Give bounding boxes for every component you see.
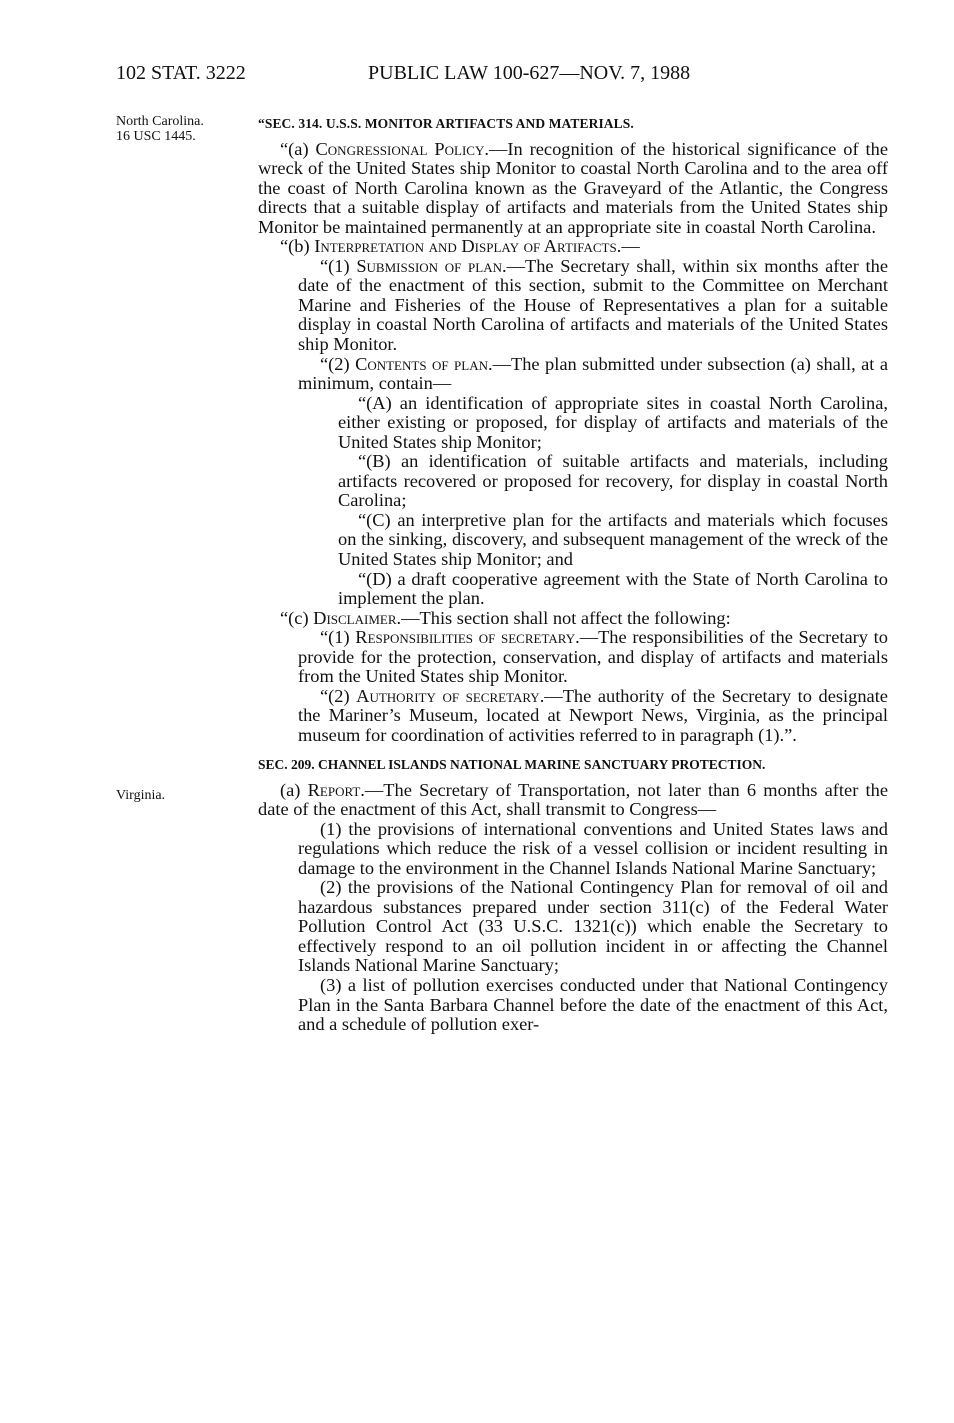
sec-209-paragraph-3: (3) a list of pollution exercises conducted under that National Contingency Plan in the Santa Barbara Channel before the date of the enactment of this Act, and a schedule of pollution exer-: [298, 974, 888, 1035]
sec-314-paragraph-c1: “(1) Responsibilities of secretary.—The responsibilities of the Secretary to provide for the protection, conservation, and display of artifacts and materials from the United States ship Monitor.: [298, 627, 888, 687]
sec-314-item-D: “(D) a draft cooperative agreement with the State of North Carolina to implement the plan.: [338, 568, 888, 609]
subsection-b-title: Interpretation and Display of Artifacts.: [314, 236, 622, 257]
sec-314-item-B: “(B) an identification of suitable artifacts and materials, including artifacts recovered or proposed for recovery, for display in coastal North Carolina;: [338, 451, 888, 511]
sec-314-subsection-c: “(c) Disclaimer.—This section shall not affect the following:: [280, 607, 731, 628]
sec-314-item-A: “(A) an identification of appropriate sites in coastal North Carolina, either existing or proposed, for display of artifacts and materials of the United States ship Monitor;: [338, 392, 888, 452]
sec-314-paragraph-c2: “(2) Authority of secretary.—The authority of the Secretary to designate the Mariner’s Museum, located at Newport News, Virginia, as the principal museum for coordination of activities referred to in paragraph (1).”.: [298, 685, 888, 745]
subsection-a-title: Congressional Policy.: [315, 138, 489, 159]
sec-314-heading: “SEC. 314. U.S.S. MONITOR ARTIFACTS AND MATERIALS.: [258, 116, 634, 131]
sec-314-paragraph-b2: “(2) Contents of plan.—The plan submitted under subsection (a) shall, at a minimum, contain—: [298, 353, 888, 394]
sec-209-paragraph-2: (2) the provisions of the National Contingency Plan for removal of oil and hazardous substances prepared under section 311(c) of the Federal Water Pollution Control Act (33 U.S.C. 1321(c)) which enable the Secretary to effectively respond to an oil pollution incident in or affecting the Channel Islands National Marine Sanctuary;: [298, 877, 888, 976]
sec-209-subsection-a: (a) Report.—The Secretary of Transportation, not later than 6 months after the date of the enactment of this Act, shall transmit to Congress—: [258, 779, 889, 820]
paragraph-c1-title: Responsibilities of secretary.: [355, 627, 580, 648]
sec-209-paragraph-1: (1) the provisions of international conventions and United States laws and regulations which reduce the risk of a vessel collision or incident resulting in damage to the environment in the Channel Islands National Marine Sanctuary;: [298, 818, 888, 878]
sec-314-paragraph-b1: “(1) Submission of plan.—The Secretary shall, within six months after the date of the enactment of this section, submit to the Committee on Merchant Marine and Fisheries of the House of Representatives a plan for a suitable display in coastal North Carolina of artifacts and materials of the United States ship Monitor.: [298, 255, 888, 355]
sec-314-subsection-b: “(b) Interpretation and Display of Artifacts.—: [280, 236, 640, 257]
sec-209-heading: SEC. 209. CHANNEL ISLANDS NATIONAL MARINE SANCTUARY PROTECTION.: [258, 756, 766, 772]
paragraph-c2-title: Authority of secretary.: [356, 685, 545, 706]
paragraph-b2-title: Contents of plan.: [355, 353, 493, 374]
margin-note-virginia: Virginia.: [116, 788, 166, 803]
sec-314-item-C: “(C) an interpretive plan for the artifacts and materials which focuses on the sinking, discovery, and subsequent management of the wreck of the United States ship Monitor; and: [338, 509, 888, 570]
document-body: [258, 114, 888, 1035]
margin-note-north-carolina: North Carolina.: [116, 114, 204, 129]
stat-page-number: 102 STAT. 3222: [116, 62, 246, 84]
sec-314-subsection-a: “(a) Congressional Policy.—In recognition of the historical significance of the wreck of the United States ship Monitor to coastal North Carolina and to the area off the coast of North Carolina known as the Graveyard of the Atlantic, the Congress directs that a suitable display of artifacts and materials from the United States ship Monitor be maintained permanently at an appropriate site in coastal North Carolina.: [258, 138, 888, 237]
paragraph-b1-title: Submission of plan.: [356, 255, 507, 276]
sec-209-subsection-a-title: Report.: [307, 779, 365, 800]
subsection-c-title: Disclaimer.: [313, 607, 402, 628]
public-law-title: PUBLIC LAW 100-627—NOV. 7, 1988: [368, 62, 691, 84]
margin-note-usc: 16 USC 1445.: [116, 129, 196, 144]
page-header: [116, 62, 876, 92]
